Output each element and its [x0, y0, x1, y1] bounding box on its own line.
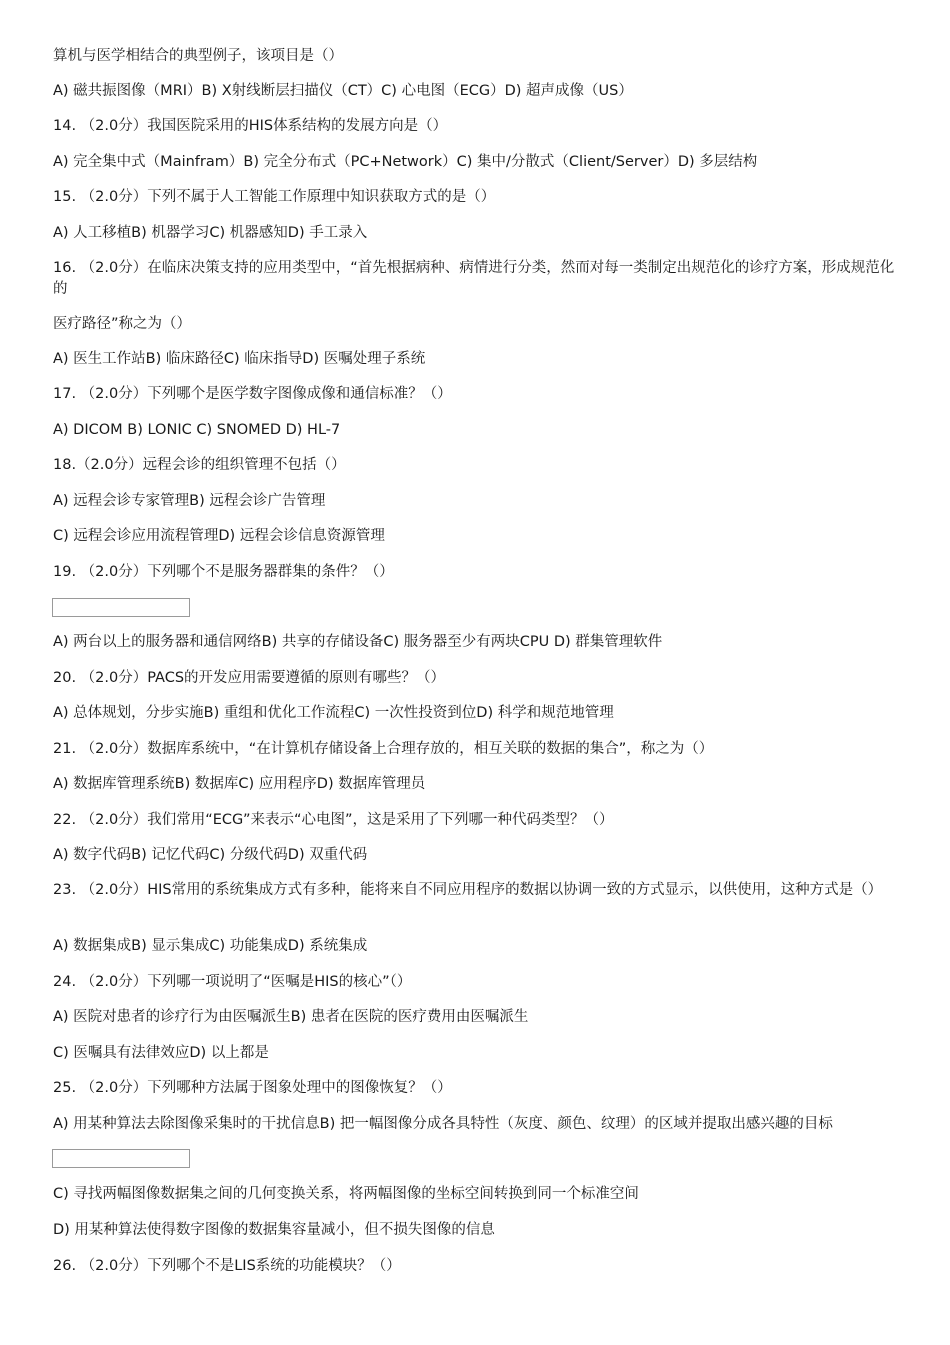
question-line: 26. （2.0分）下列哪个不是LIS系统的功能模块？（）: [53, 1258, 401, 1274]
text-line: A) 数据集成B) 显示集成C) 功能集成D) 系统集成: [53, 938, 368, 954]
question-line: 19. （2.0分）下列哪个不是服务器群集的条件？（）: [53, 564, 394, 580]
text-line: A) 医院对患者的诊疗行为由医嘱派生B) 患者在医院的医疗费用由医嘱派生: [53, 1009, 529, 1025]
text-line: A) DICOM B) LONIC C) SNOMED D) HL-7: [53, 422, 341, 438]
text-line: A) 远程会诊专家管理B) 远程会诊广告管理: [53, 493, 326, 509]
text-line: A) 数字代码B) 记忆代码C) 分级代码D) 双重代码: [53, 847, 368, 863]
text-line: C) 远程会诊应用流程管理D) 远程会诊信息资源管理: [53, 528, 385, 544]
text-line: A) 完全集中式（Mainfram）B) 完全分布式（PC+Network）C) 集中/分散式（Client/Server）D) 多层结构: [53, 154, 758, 170]
question-line: 17. （2.0分）下列哪个是医学数字图像成像和通信标准？（）: [53, 386, 452, 402]
question-line: 16. （2.0分）在临床决策支持的应用类型中，“首先根据病种、病情进行分类，然而对每一类制定出规范化的诊疗方案，形成规范化的: [53, 260, 895, 297]
text-line: C) 寻找两幅图像数据集之间的几何变换关系，将两幅图像的坐标空间转换到同一个标准空间: [53, 1186, 639, 1202]
text-line: A) 总体规划，分步实施B) 重组和优化工作流程C) 一次性投资到位D) 科学和规范地管理: [53, 705, 614, 721]
question-line: 25. （2.0分）下列哪种方法属于图象处理中的图像恢复？（）: [53, 1080, 452, 1096]
question-line: 14. （2.0分）我国医院采用的HIS体系结构的发展方向是（）: [53, 118, 448, 134]
question-line: 22. （2.0分）我们常用“ECG”来表示“心电图”，这是采用了下列哪一种代码类型？（）: [53, 812, 614, 828]
text-line: C) 医嘱具有法律效应D) 以上都是: [53, 1045, 269, 1061]
text-line: A) 人工移植B) 机器学习C) 机器感知D) 手工录入: [53, 225, 368, 241]
question-line: 21. （2.0分）数据库系统中，“在计算机存储设备上合理存放的，相互关联的数据的集合”，称之为（）: [53, 741, 714, 757]
text-line: A) 数据库管理系统B) 数据库C) 应用程序D) 数据库管理员: [53, 776, 426, 792]
question-line: 18.（2.0分）远程会诊的组织管理不包括（）: [53, 457, 346, 473]
question-line: 23. （2.0分）HIS常用的系统集成方式有多种，能将来自不同应用程序的数据以协调一致的方式显示，以供使用，这种方式是（）: [53, 882, 883, 898]
answer-blank-box: [52, 598, 190, 617]
text-line: D) 用某种算法使得数字图像的数据集容量减小，但不损失图像的信息: [53, 1222, 495, 1238]
question-line: 24. （2.0分）下列哪一项说明了“医嘱是HIS的核心”（）: [53, 974, 412, 990]
question-line: 20. （2.0分）PACS的开发应用需要遵循的原则有哪些？（）: [53, 670, 446, 686]
text-line: 医疗路径”称之为（）: [53, 316, 192, 332]
text-line: A) 磁共振图像（MRI）B) X射线断层扫描仪（CT）C) 心电图（ECG）D) 超声成像（US）: [53, 83, 633, 99]
text-line: A) 两台以上的服务器和通信网络B) 共享的存储设备C) 服务器至少有两块CPU D) 群集管理软件: [53, 634, 663, 650]
answer-blank-box: [52, 1149, 190, 1168]
text-line: 算机与医学相结合的典型例子，该项目是（）: [53, 48, 343, 64]
text-line: A) 用某种算法去除图像采集时的干扰信息B) 把一幅图像分成各具特性（灰度、颜色、纹理）的区域并提取出感兴趣的目标: [53, 1116, 833, 1132]
text-line: A) 医生工作站B) 临床路径C) 临床指导D) 医嘱处理子系统: [53, 351, 426, 367]
question-line: 15. （2.0分）下列不属于人工智能工作原理中知识获取方式的是（）: [53, 189, 496, 205]
